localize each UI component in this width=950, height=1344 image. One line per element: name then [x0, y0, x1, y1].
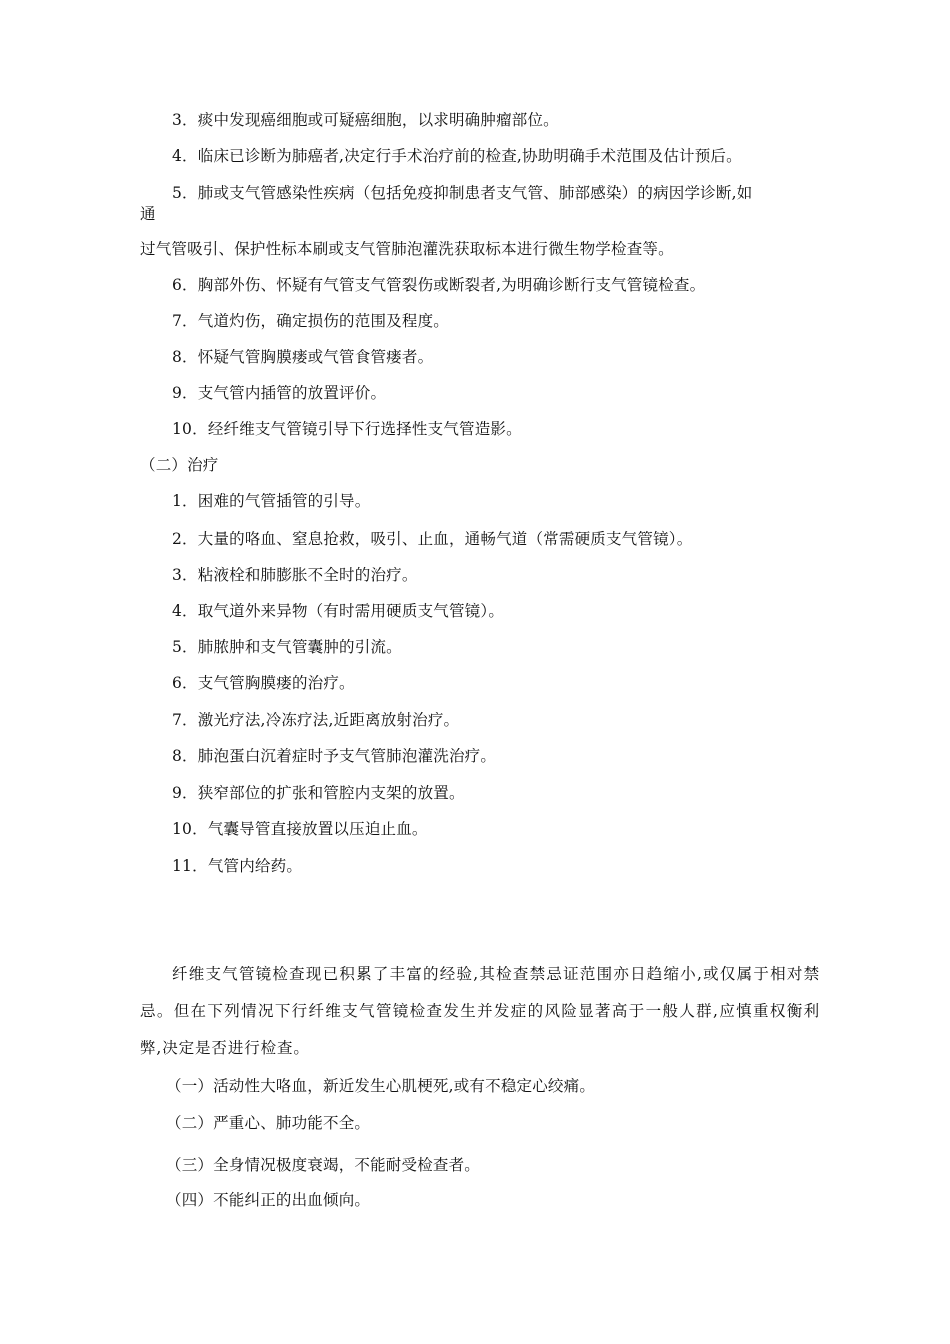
- indication-item-4: 4．临床已诊断为肺癌者,决定行手术治疗前的检查,协助明确手术范围及估计预后。: [172, 147, 742, 165]
- treatment-item-4: 4．取气道外来异物（有时需用硬质支气管镜）。: [172, 602, 505, 620]
- contraindication-item-2: （二）严重心、肺功能不全。: [166, 1114, 371, 1132]
- indication-item-5-continuation: 过气管吸引、保护性标本刷或支气管肺泡灌洗获取标本进行微生物学检查等。: [140, 240, 674, 258]
- treatment-item-11: 11．气管内给药。: [172, 857, 303, 875]
- indication-item-8: 8．怀疑气管胸膜瘘或气管食管瘘者。: [172, 348, 434, 366]
- treatment-item-7: 7．激光疗法,冷冻疗法,近距离放射治疗。: [172, 711, 460, 729]
- treatment-item-5: 5．肺脓肿和支气管囊肿的引流。: [172, 638, 402, 656]
- treatment-heading: （二）治疗: [140, 456, 219, 474]
- treatment-item-10: 10．气囊导管直接放置以压迫止血。: [172, 820, 428, 838]
- contraindication-item-4: （四）不能纠正的出血倾向。: [166, 1191, 371, 1209]
- contraindications-intro: 纤维支气管镜检查现已积累了丰富的经验,其检查禁忌证范围亦日趋缩小,或仅属于相对禁忌。但在下列情况下行纤维支气管镜检查发生并发症的风险显著高于一般人群,应慎重权衡利弊,决定是否进行检查。: [140, 965, 820, 1057]
- treatment-item-6: 6．支气管胸膜瘘的治疗。: [172, 674, 355, 692]
- indication-item-10: 10．经纤维支气管镜引导下行选择性支气管造影。: [172, 420, 522, 438]
- indication-item-5-wrap: 通: [140, 205, 156, 223]
- treatment-item-2: 2．大量的咯血、窒息抢救，吸引、止血，通畅气道（常需硬质支气管镜）。: [172, 530, 693, 548]
- indication-item-5: 5．肺或支气管感染性疾病（包括免疫抑制患者支气管、肺部感染）的病因学诊断,如: [172, 184, 753, 202]
- indication-item-6: 6．胸部外伤、怀疑有气管支气管裂伤或断裂者,为明确诊断行支气管镜检查。: [172, 276, 706, 294]
- indication-item-3: 3．痰中发现癌细胞或可疑癌细胞，以求明确肿瘤部位。: [172, 111, 559, 129]
- contraindication-item-3: （三）全身情况极度衰竭，不能耐受检查者。: [166, 1156, 481, 1174]
- indication-item-9: 9．支气管内插管的放置评价。: [172, 384, 387, 402]
- treatment-item-1: 1．困难的气管插管的引导。: [172, 492, 371, 510]
- treatment-item-9: 9．狭窄部位的扩张和管腔内支架的放置。: [172, 784, 465, 802]
- indication-item-7: 7．气道灼伤，确定损伤的范围及程度。: [172, 312, 449, 330]
- contraindication-item-1: （一）活动性大咯血，新近发生心肌梗死,或有不稳定心绞痛。: [166, 1077, 596, 1095]
- treatment-item-8: 8．肺泡蛋白沉着症时予支气管肺泡灌洗治疗。: [172, 747, 497, 765]
- treatment-item-3: 3．粘液栓和肺膨胀不全时的治疗。: [172, 566, 418, 584]
